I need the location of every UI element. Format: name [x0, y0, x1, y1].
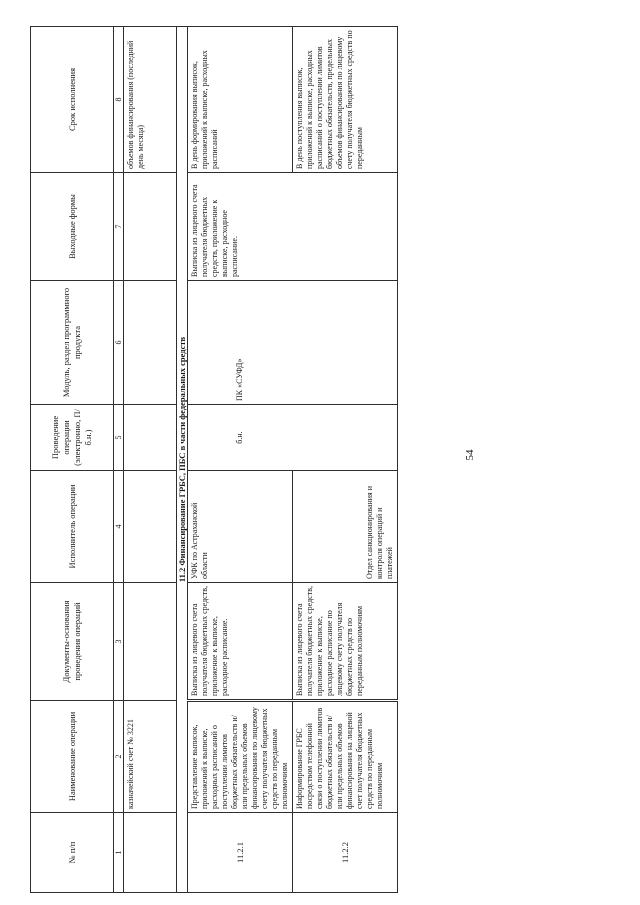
continuation-module-cell: [124, 281, 177, 405]
column-number: 2: [114, 701, 124, 813]
row-basis: Выписка из лицевого счета получателя бюджетных средств, приложение к выписке, расходное расписание.: [188, 583, 293, 701]
column-number: 7: [114, 173, 124, 281]
header-executor: Исполнитель операции: [31, 471, 114, 583]
operations-table: [30, 26, 398, 893]
continuation-outputs-cell: [124, 173, 177, 281]
header-deadline: Срок исполнения: [31, 27, 114, 173]
row-basis: Выписка из лицевого счета получателя бюджетных средств, приложение к выписке, расходное расписание по лицевому счету получателя бюджетных средств по переданным полномочиям: [293, 583, 398, 701]
row-number: 11.2.1: [188, 813, 293, 893]
row-outputs: Выписка из лицевого счета получателя бюджетных средств, приложение к выписке, расходное расписание.: [188, 173, 293, 281]
row-outputs: [293, 173, 398, 281]
continuation-deadline: объемов финансирования (последний день месяца): [124, 27, 177, 173]
continuation-mode-cell: [124, 405, 177, 471]
header-row: [31, 27, 114, 893]
header-outputs: Выходные формы: [31, 173, 114, 281]
row-executor: УФК по Астраханской области: [188, 471, 293, 583]
page-number: 54: [464, 449, 476, 461]
column-number: 5: [114, 405, 124, 471]
row-module: ПК «СУФД»: [188, 281, 293, 405]
row-module: [293, 281, 398, 405]
header-num: № п/п: [31, 813, 114, 893]
row-deadline: В день поступления выписок, приложений к выписке, расходных расписаний о поступлении лимитов бюджетных обязательств, предельных объемов финансирования по лицевому счету получателя бюджетных средств по переданным: [293, 27, 398, 173]
column-number: 1: [114, 813, 124, 893]
section-title: 11.2 Финансирование ГРБС, ПБС в части федеральных средств: [177, 27, 188, 893]
continuation-num-cell: [124, 813, 177, 893]
header-mode: Проведение операции (электронно, П/б.н.): [31, 405, 114, 471]
continuation-row: [124, 27, 177, 893]
section-row: [177, 27, 188, 893]
table-row: [188, 27, 293, 893]
row-number: 11.2.2: [293, 813, 398, 893]
row-mode: [293, 405, 398, 471]
continuation-executor-cell: [124, 471, 177, 583]
column-number: 6: [114, 281, 124, 405]
row-executor: Отдел санкционирования и контроля операций и платежей: [293, 471, 398, 583]
column-number-row: [114, 27, 124, 893]
row-operation: Представление выписок, приложений к выписке, расходных расписаний о поступлении лимитов бюджетных обязательств и/или предельных объемов финансирования по лицевому счету получателя бюджетных средств по переданным полномочиям: [188, 701, 293, 813]
header-module: Модуль, раздел программного продукта: [31, 281, 114, 405]
continuation-operation: казначейский счет № 3221: [124, 701, 177, 813]
table-row: [293, 27, 398, 893]
row-mode: б.н.: [188, 405, 293, 471]
header-basis: Документы-основания проведения операций: [31, 583, 114, 701]
continuation-basis-cell: [124, 583, 177, 701]
row-operation: Информирование ГРБС посредством телефонной связи о поступлении лимитов бюджетных обязательств и/или предельных объемов финансирования на лицевой счет получателя бюджетных средств по переданным полномочиям: [293, 701, 398, 813]
row-deadline: В день формирования выписок, приложений к выписке, расходных расписаний: [188, 27, 293, 173]
header-operation: Наименование операции: [31, 701, 114, 813]
column-number: 4: [114, 471, 124, 583]
column-number: 3: [114, 583, 124, 701]
column-number: 8: [114, 27, 124, 173]
